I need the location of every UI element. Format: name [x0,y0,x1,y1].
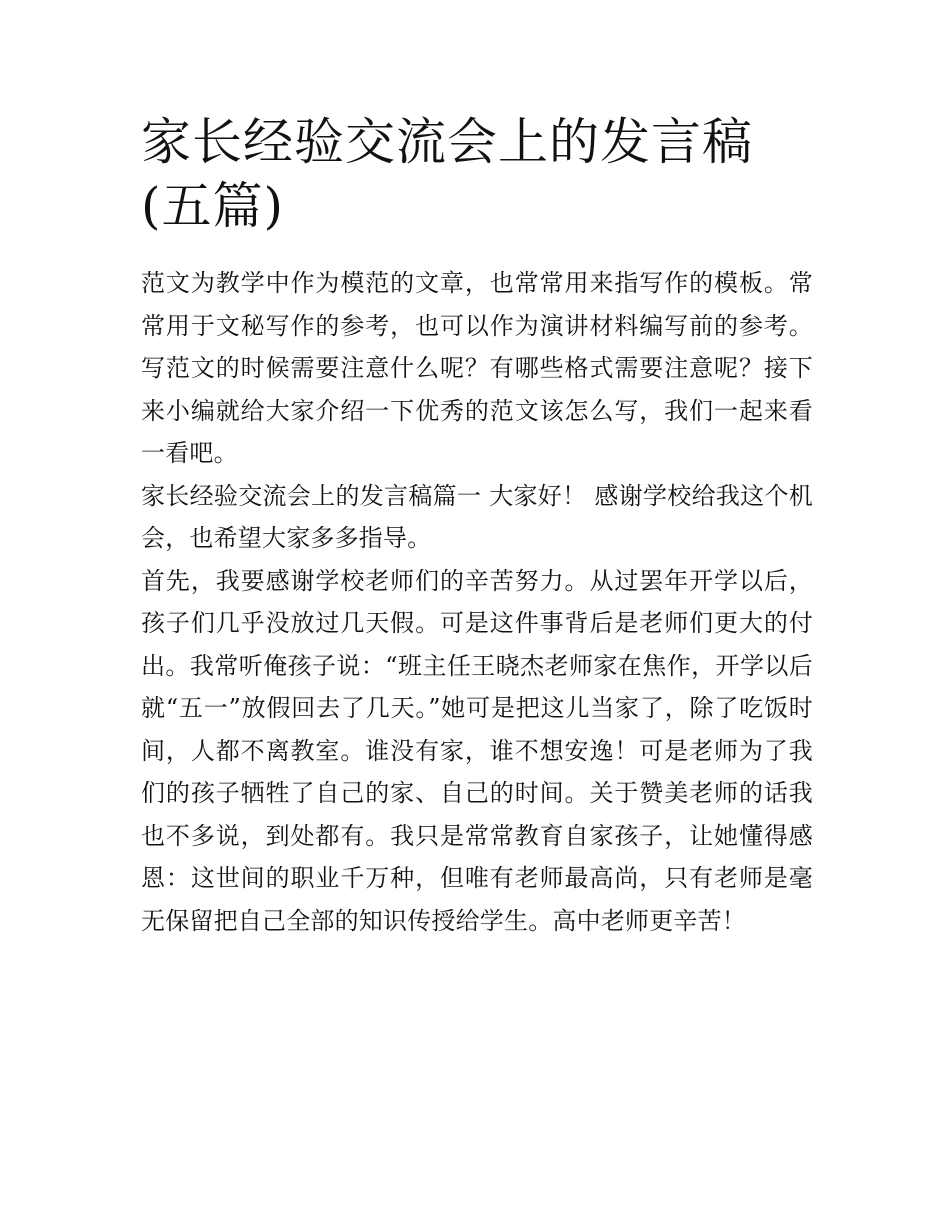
document-page [141,110,813,942]
document-body [141,262,813,942]
paragraph-thanks: 首先，我要感谢学校老师们的辛苦努力。从过罢年开学以后，孩子们几乎没放过几天假。可是这件事背后是老师们更大的付出。我常听俺孩子说：“班主任王晓杰老师家在焦作，开学以后就“五一”放假回去了几天。”她可是把这儿当家了，除了吃饭时间，人都不离教室。谁没有家，谁不想安逸！可是老师为了我们的孩子牺牲了自己的家、自己的时间。关于赞美老师的话我也不多说，到处都有。我只是常常教育自家孩子，让她懂得感恩：这世间的职业千万种，但唯有老师最高尚，只有老师是毫无保留把自己全部的知识传授给学生。高中老师更辛苦！ [141,566,813,935]
paragraph-greeting: 家长经验交流会上的发言稿篇一 大家好！ 感谢学校给我这个机会，也希望大家多多指导。 [141,481,813,552]
paragraph-intro: 范文为教学中作为模范的文章，也常常用来指写作的模板。常常用于文秘写作的参考，也可以作为演讲材料编写前的参考。写范文的时候需要注意什么呢？有哪些格式需要注意呢？接下来小编就给大家介绍一下优秀的范文该怎么写，我们一起来看一看吧。 [141,269,813,467]
document-title: 家长经验交流会上的发言稿(五篇) [141,113,753,235]
